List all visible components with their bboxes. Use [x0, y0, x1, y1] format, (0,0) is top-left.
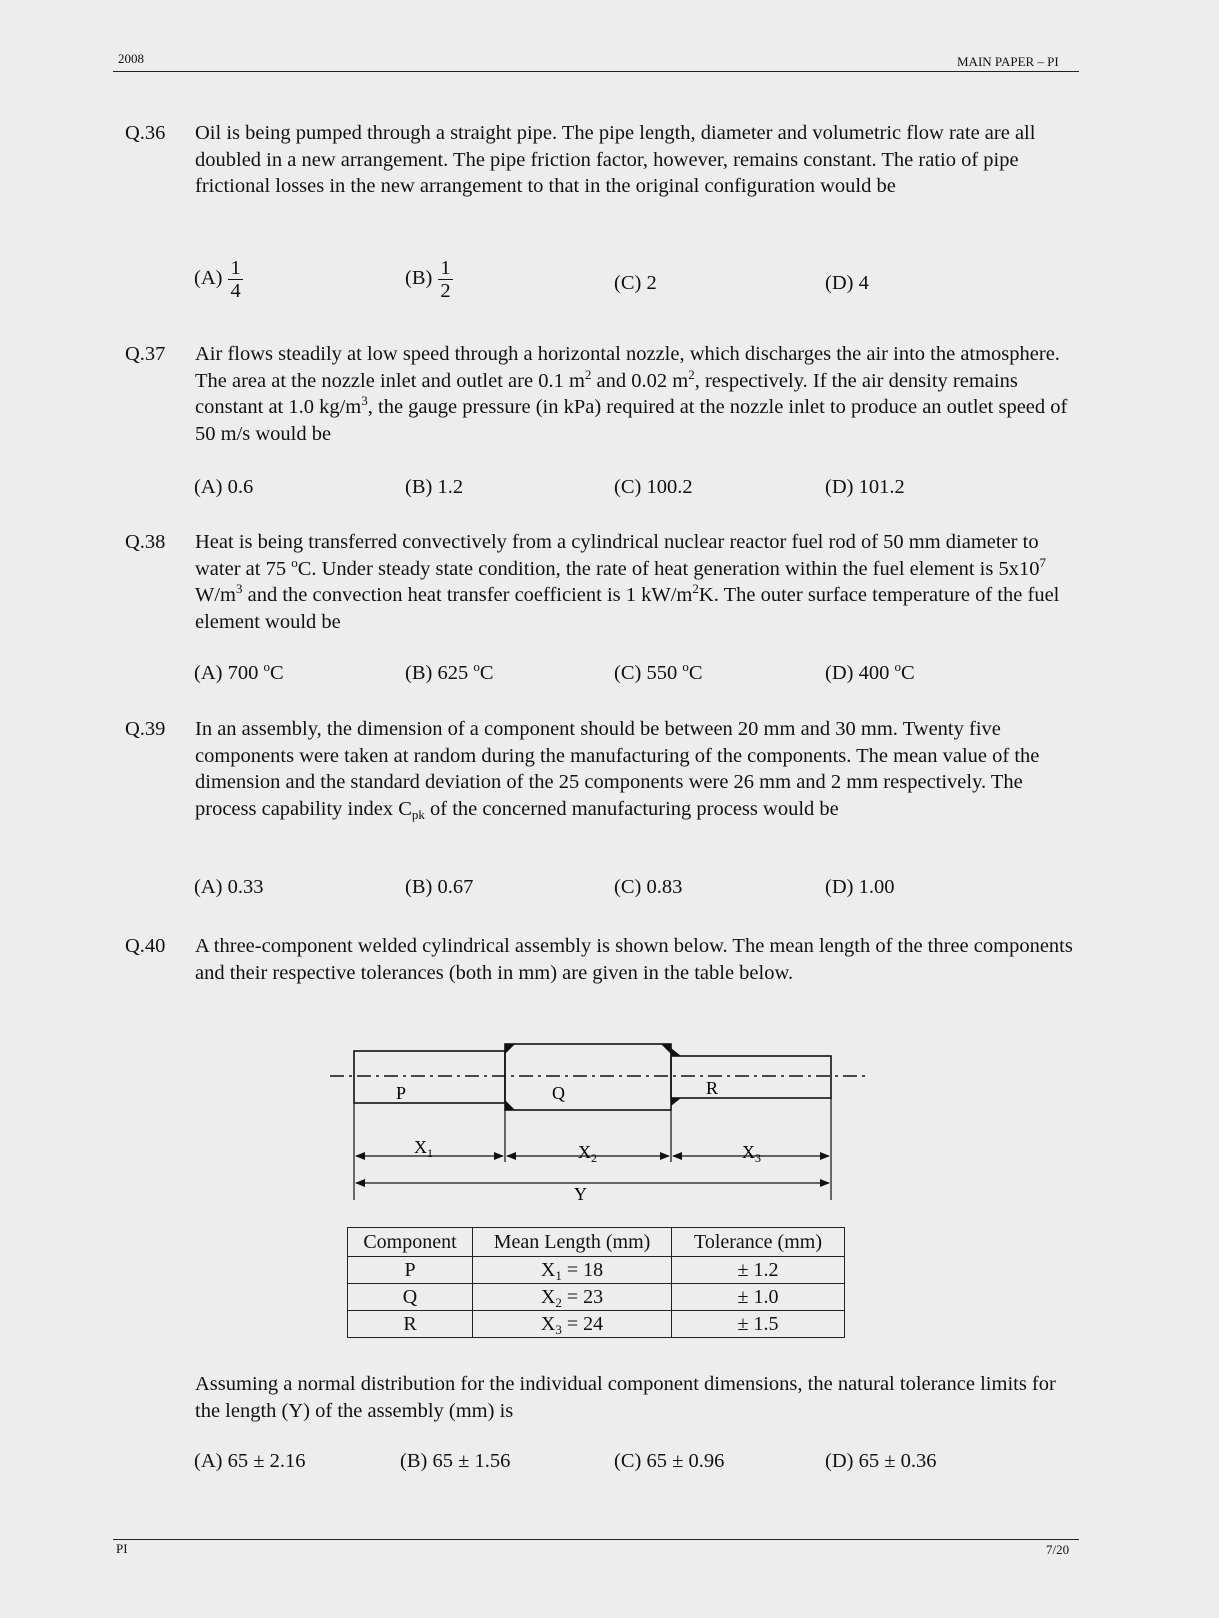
q37-option-d: (D) 101.2: [825, 476, 905, 498]
label-p: P: [396, 1083, 407, 1103]
question-text: Assuming a normal distribution for the individual component dimensions, the natural tolerance limits for the length (Y) of the assembly (mm) is: [195, 1373, 1056, 1422]
q40-option-a: (A) 65 ± 2.16: [194, 1450, 306, 1472]
table-cell: ± 1.0: [672, 1284, 845, 1311]
footer-page: 7/20: [1046, 1542, 1070, 1557]
q38-option-b: (B) 625 $^o$C: [405, 659, 494, 684]
q37-option-b: (B) 1.2: [405, 476, 464, 498]
table-cell: $X_3 = 24$: [473, 1311, 672, 1338]
q39-option-b: (B) 0.67: [405, 876, 474, 898]
question-number: Q.37: [125, 343, 166, 365]
table-row: [348, 1284, 845, 1311]
label-q: Q: [552, 1083, 565, 1103]
column-header: Mean Length (mm): [473, 1228, 672, 1257]
question-text: In an assembly, the dimension of a component should be between 20 mm and 30 mm. Twenty five components were taken at random during the manufacturing of the components. The mean value of the dimension and the standard deviation of the 25 components were 26 mm and 2 mm respectively. The process capability index $C_{pk}$ of the concerned manufacturing process would be: [195, 718, 1040, 822]
q40-option-b: (B) 65 ± 1.56: [400, 1450, 511, 1472]
question-text: A three-component welded cylindrical assembly is shown below. The mean length of the three components and their respective tolerances (both in mm) are given in the table below.: [195, 935, 1073, 984]
q39-option-c: (C) 0.83: [614, 876, 683, 898]
tolerance-table: [347, 1227, 845, 1338]
footer-rule: [113, 1539, 1079, 1540]
question-number: Q.39: [125, 718, 166, 740]
header-year: 2008: [118, 51, 144, 66]
label-x2: $X_2$: [578, 1142, 597, 1165]
table-cell: Q: [348, 1284, 473, 1311]
table-header-row: [348, 1228, 845, 1257]
component-p-shape: [354, 1051, 505, 1103]
q36-option-a: (A) $\frac{1}{4}$: [194, 257, 241, 302]
q39-option-a: (A) 0.33: [194, 876, 264, 898]
label-r: R: [706, 1078, 719, 1098]
q38-option-d: (D) 400 $^o$C: [825, 659, 915, 684]
header-paper: MAIN PAPER – PI: [957, 54, 1059, 69]
question-number: Q.40: [125, 935, 166, 957]
q40-option-d: (D) 65 ± 0.36: [825, 1450, 937, 1472]
table-row: [348, 1311, 845, 1338]
column-header: Tolerance (mm): [672, 1228, 845, 1257]
label-y: Y: [574, 1184, 587, 1204]
q40-option-c: (C) 65 ± 0.96: [614, 1450, 725, 1472]
footer-code: PI: [116, 1541, 128, 1556]
q36-option-c: (C) 2: [614, 272, 657, 294]
label-x3: $X_3$: [742, 1142, 761, 1165]
question-number: Q.38: [125, 531, 166, 553]
table-cell: R: [348, 1311, 473, 1338]
q39-option-d: (D) 1.00: [825, 876, 895, 898]
q37-option-c: (C) 100.2: [614, 476, 693, 498]
component-q-shape: [505, 1044, 671, 1110]
fraction: $\frac{1}{2}$: [440, 257, 451, 302]
question-text: Oil is being pumped through a straight pipe. The pipe length, diameter and volumetric flow rate are all doubled in a new arrangement. The pipe friction factor, however, remains constant. The ratio of pipe frictional losses in the new arrangement to that in the original configuration would be: [195, 122, 1036, 197]
assembly-diagram: [330, 1040, 870, 1210]
table-cell: $X_2 = 23$: [473, 1284, 672, 1311]
header-rule: [113, 71, 1079, 72]
q36-option-b: (B) $\frac{1}{2}$: [405, 257, 451, 302]
table-cell: ± 1.5: [672, 1311, 845, 1338]
weld-mark: [505, 1044, 681, 1110]
question-text: Heat is being transferred convectively from a cylindrical nuclear reactor fuel rod of 50 mm diameter to water at 75 $^o$C. Under steady state condition, the rate of heat generation within the fuel element is $5x10^7$ $W/m^3$ and the convection heat transfer coefficient is 1 $kW/m^2K$. The outer surface temperature of the fuel element would be: [195, 531, 1060, 633]
q37-option-a: (A) 0.6: [194, 476, 254, 498]
question-text: Air flows steadily at low speed through a horizontal nozzle, which discharges the air into the atmosphere. The area at the nozzle inlet and outlet are 0.1 $m^2$ and 0.02 $m^2$, respectively. If the air density remains constant at 1.0 $kg/m^3$, the gauge pressure (in kPa) required at the nozzle inlet to produce an outlet speed of 50 m/s would be: [195, 343, 1068, 445]
q38-option-a: (A) 700 $^o$C: [194, 659, 284, 684]
column-header: Component: [348, 1228, 473, 1257]
label-x1: $X_1$: [414, 1137, 433, 1160]
fraction: $\frac{1}{4}$: [230, 257, 241, 302]
table-cell: ± 1.2: [672, 1257, 845, 1284]
question-number: Q.36: [125, 122, 166, 144]
table-cell: $X_1 = 18$: [473, 1257, 672, 1284]
table-row: [348, 1257, 845, 1284]
q36-option-d: (D) 4: [825, 272, 869, 294]
table-cell: P: [348, 1257, 473, 1284]
component-r-shape: [671, 1056, 831, 1098]
q38-option-c: (C) 550 $^o$C: [614, 659, 703, 684]
